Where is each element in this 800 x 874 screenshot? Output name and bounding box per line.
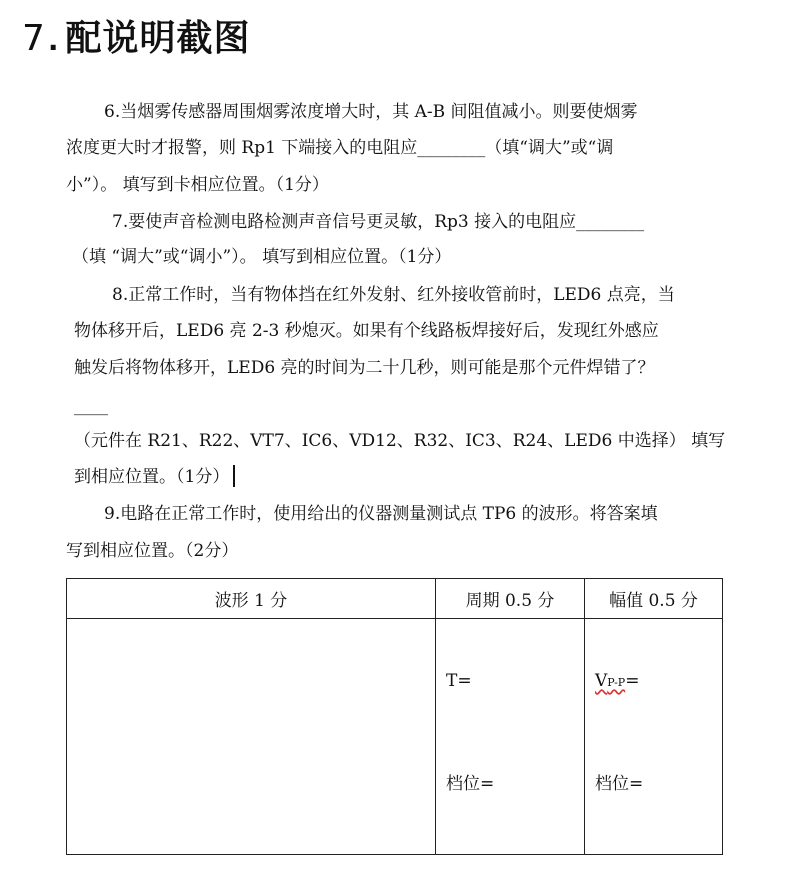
q8-line-3: 触发后将物体移开，LED6 亮的时间为二十几秒，则可能是那个元件焊错了？ (74, 358, 655, 378)
amplitude-gear-label: 档位= (595, 774, 644, 794)
q6-line-1: 6.当烟雾传感器周围烟雾浓度增大时，其 A-B 间阻值减小。则要使烟雾 (104, 102, 638, 122)
waveform-cell[interactable] (67, 619, 436, 855)
answer-table-header-row (67, 579, 723, 619)
header-waveform: 波形 1 分 (67, 579, 436, 619)
q8-line-5 (74, 465, 235, 488)
vpp-main: V (595, 671, 608, 691)
q9-line-2: 写到相应位置。（2分） (66, 541, 239, 561)
answer-table (66, 578, 723, 855)
period-cell[interactable] (436, 619, 585, 855)
q8-line-4: （元件在 R21、R22、VT7、IC6、VD12、R32、IC3、R24、LED6 中选择） 填写 (74, 431, 726, 451)
amplitude-cell[interactable] (585, 619, 723, 855)
q7-line-2: （填 “调大”或“调小”）。 填写到相应位置。（1分） (72, 247, 452, 267)
section-dot: . (47, 24, 60, 57)
q8-line-1: 8.正常工作时，当有物体挡在红外发射、红外接收管前时，LED6 点亮，当 (112, 285, 675, 305)
answer-table-body-row (67, 619, 723, 855)
q8-answer-blank[interactable]: ____ (74, 396, 108, 416)
period-label: T= (446, 671, 472, 691)
header-amplitude: 幅值 0.5 分 (585, 579, 723, 619)
vpp-label (595, 671, 639, 691)
q8-line-2: 物体移开后，LED6 亮 2-3 秒熄灭。如果有个线路板焊接好后，发现红外感应 (74, 321, 659, 341)
q6-line-3: 小”）。 填写到卡相应位置。（1分） (66, 175, 329, 195)
q7-line-1: 7.要使声音检测电路检测声音信号更灵敏，Rp3 接入的电阻应________ (112, 212, 645, 232)
section-heading (22, 10, 251, 61)
text-cursor (233, 465, 235, 487)
vpp-subscript: P-P (607, 676, 626, 689)
q9-line-1: 9.电路在正常工作时，使用给出的仪器测量测试点 TP6 的波形。将答案填 (104, 504, 658, 524)
section-number: 7 (22, 18, 46, 59)
section-title: 配说明截图 (65, 18, 251, 59)
vpp-equals: = (625, 671, 640, 691)
q8-line-5-text: 到相应位置。（1分） (74, 467, 230, 487)
q6-line-2: 浓度更大时才报警，则 Rp1 下端接入的电阻应________（填“调大”或“调 (66, 138, 614, 158)
period-gear-label: 档位= (446, 774, 495, 794)
header-period: 周期 0.5 分 (436, 579, 585, 619)
